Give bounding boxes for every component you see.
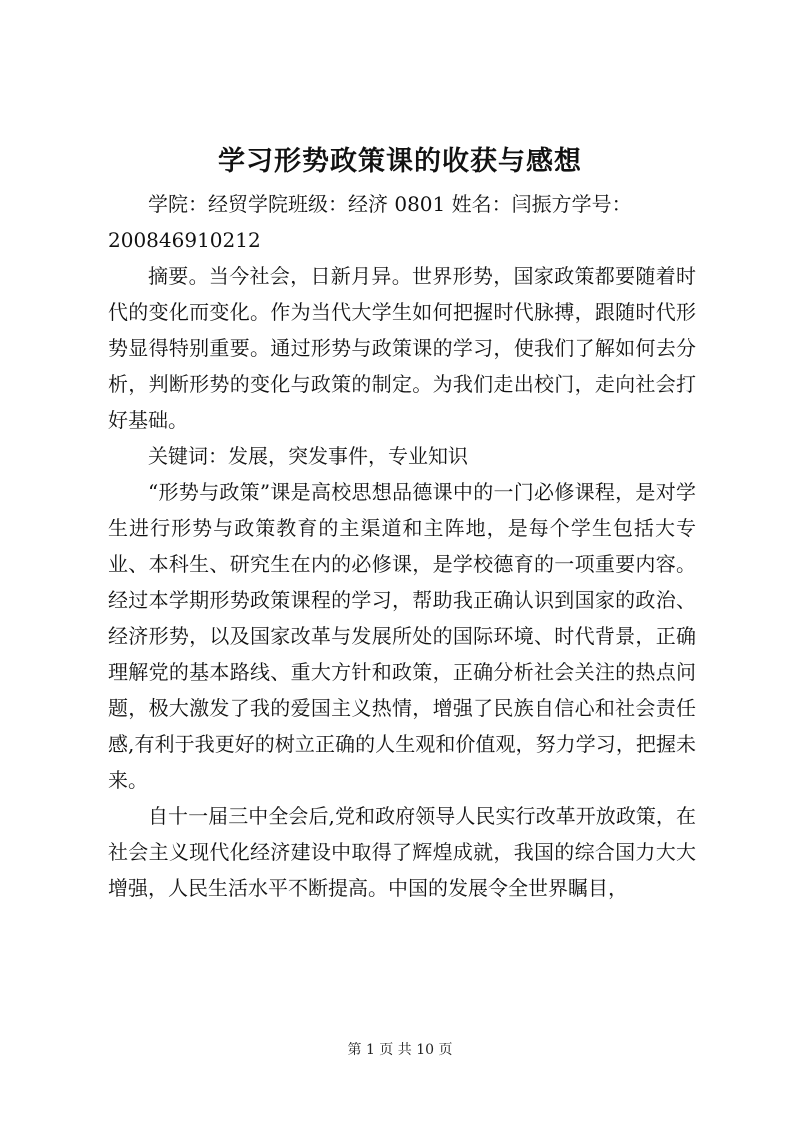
document-body — [108, 186, 696, 906]
body-paragraph-2: 自十一届三中全会后,党和政府领导人民实行改革开放政策，在社会主义现代化经济建设中取得了辉煌成就，我国的综合国力大大增强，人民生活水平不断提高。中国的发展令全世界瞩目， — [108, 804, 696, 900]
document-title: 学习形势政策课的收获与感想 — [218, 146, 582, 177]
body-paragraph-1: “形势与政策”课是高校思想品德课中的一门必修课程，是对学生进行形势与政策教育的主渠道和主阵地，是每个学生包括大专业、本科生、研究生在内的必修课，是学校德育的一项重要内容。经过本学期形势政策课程的学习，帮助我正确认识到国家的政治、经济形势，以及国家改革与发展所处的国际环境、时代背景，正确理解党的基本路线、重大方针和政策，正确分析社会关注的热点问题，极大激发了我的爱国主义热情，增强了民族自信心和社会责任感,有利于我更好的树立正确的人生观和价值观，努力学习，把握未来。 — [108, 480, 696, 792]
author-info: 学院：经贸学院班级：经济 0801 姓名：闫振方学号： — [148, 192, 632, 216]
student-id: 200846910212 — [108, 228, 261, 252]
page-footer: 第 1 页 共 10 页 — [347, 1042, 453, 1058]
abstract-paragraph: 摘要。当今社会，日新月异。世界形势，国家政策都要随着时代的变化而变化。作为当代大学生如何把握时代脉搏，跟随时代形势显得特别重要。通过形势与政策课的学习，使我们了解如何去分析，判断形势的变化与政策的制定。为我们走出校门，走向社会打好基础。 — [108, 264, 696, 432]
keywords-line: 关键词：发展，突发事件，专业知识 — [148, 444, 468, 468]
